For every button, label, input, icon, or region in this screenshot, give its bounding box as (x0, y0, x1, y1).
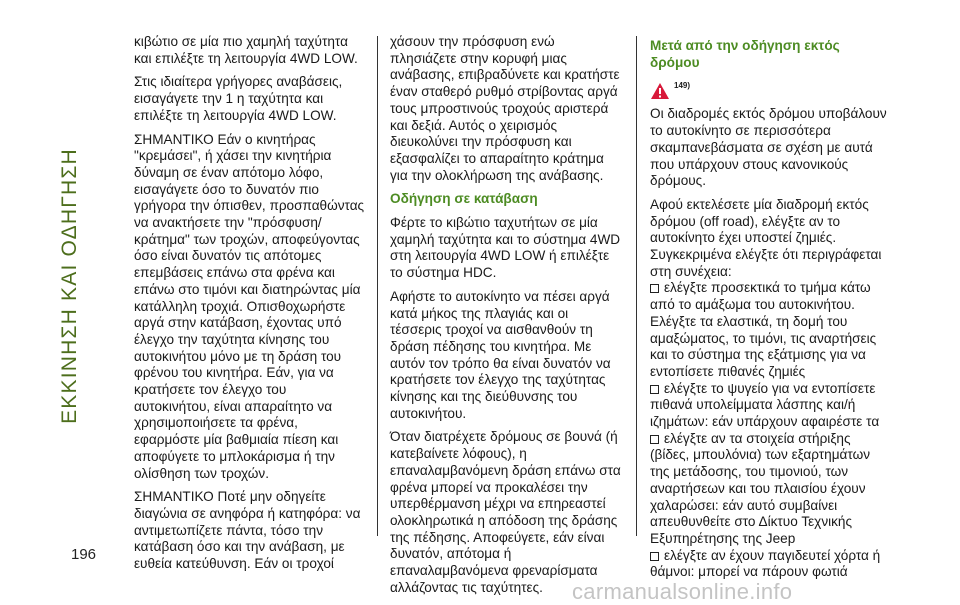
warning-ref-number: 149) (674, 80, 691, 90)
paragraph: χάσουν την πρόσφυση ενώ πλησιάζετε στην κορυφή μιας ανάβασης, επιβραδύνετε και κρατήστε έναν σταθερό ρυθμό στρίβοντας αργά τους μπροστινούς τροχούς αριστερά και δεξιά. Αυτός ο χειρισμός διευκολύνει την πρόσφυση και εξασφαλίζει το απαραίτητο κράτημα για την ολοκλήρωση της ανάβασης. (390, 34, 620, 183)
checklist-item (650, 548, 890, 581)
warning-reference (650, 78, 890, 100)
warning-triangle-icon (650, 82, 670, 100)
paragraph: Αφού εκτελέσετε μία διαδρομή εκτός δρόμου (off road), ελέγξτε αν το αυτοκίνητο έχει υποστεί ζημιές. Συγκεκριμένα ελέγξτε ότι περιγράφεται στη συνέχεια: (650, 196, 882, 279)
checklist (650, 280, 890, 581)
paragraph: κιβώτιο σε μία πιο χαμηλή ταχύτητα και επιλέξτε τη λειτουργία 4WD LOW. (134, 34, 358, 66)
text-column-1 (134, 34, 366, 580)
column-divider (636, 36, 637, 536)
text-column-3 (650, 34, 890, 581)
checkbox-icon (650, 385, 659, 394)
page-number: 196 (71, 546, 97, 563)
checklist-item (650, 431, 890, 548)
column-divider (377, 36, 378, 536)
checklist-item (650, 381, 890, 431)
checkbox-icon (650, 435, 659, 444)
checklist-item-text: ελέγξτε το ψυγείο για να εντοπίσετε πιθανά υπολείμματα λάσπης και/ή ιζημάτων: εάν υπάρχουν αφαιρέστε τα (650, 380, 880, 430)
paragraph: ΣΗΜΑΝΤΙΚΟ Ποτέ μην οδηγείτε διαγώνια σε ανηφόρα ή κατηφόρα: να αντιμετωπίζετε πάντα, τόσο την κατάβαση όσο και την ανάβαση, με ευθεία κατεύθυνση. Εάν οι τροχοί (134, 489, 361, 572)
checkbox-icon (650, 284, 659, 293)
section-title-text: ΕΚΚΙΝΗΣΗ ΚΑΙ ΟΔΗΓΗΣΗ (58, 148, 81, 424)
paragraph: ΣΗΜΑΝΤΙΚΟ Εάν ο κινητήρας "κρεμάσει", ή χάσει την κινητήρια δύναμη σε έναν απότομο λόφο, εισαγάγετε όσο το δυνατόν πιο γρήγορα την όπισθεν, προσπαθώντας να ανακτήσετε την "πρόσφυση/κράτημα" των τροχών, αποφεύγοντας όσο είναι δυνατόν τις απότομες επεμβάσεις επάνω στα φρένα και επάνω στο τιμόνι και διατηρώντας μία κατάλληλη τροχιά. Οπισθοχωρήστε αργά στην κατάβαση, έχοντας υπό έλεγχο την ταχύτητα κίνησης του αυτοκινήτου μόνο με τη δράση του φρένου του κινητήρα. Εάν, για να κρατήσετε τον έλεγχο του αυτοκινήτου, είναι απαραίτητο να χρησιμοποιήσετε τα φρένα, εφαρμόστε μία βαθμιαία πίεση και αποφύγετε το μπλοκάρισμα ή την ολίσθηση των τροχών. (134, 131, 365, 481)
paragraph: Φέρτε το κιβώτιο ταχυτήτων σε μία χαμηλή ταχύτητα και το σύστημα 4WD στη λειτουργία 4WD LOW ή επιλέξτε το σύστημα HDC. (390, 215, 621, 281)
side-section-title (50, 36, 90, 536)
paragraph: Όταν διατρέχετε δρόμους σε βουνά (ή κατεβαίνετε λόφους), η επαναλαμβανόμενη δράση επάνω στα φρένα μπορεί να προκαλέσει την υπερθέρμανση μέχρι να επηρεαστεί ολοκληρωτικά η απόδοση της δράσης της πέδησης. Αποφεύγετε, εάν είναι δυνατόν, απότομα ή επαναλαμβανόμενα φρεναρίσματα αλλάζοντας τις ταχύτητες. (390, 429, 621, 595)
section-heading-downhill: Οδήγηση σε κατάβαση (390, 191, 538, 207)
paragraph: Στις ιδιαίτερα γρήγορες αναβάσεις, εισαγάγετε την 1 η ταχύτητα και επιλέξτε τη λειτουργία 4WD LOW. (134, 74, 343, 123)
watermark: carmanualsonline.info (572, 579, 793, 604)
section-heading-after-offroad: Μετά από την οδήγηση εκτός δρόμου (650, 38, 840, 70)
checklist-item (650, 280, 890, 380)
paragraph: Αφήστε το αυτοκίνητο να πέσει αργά κατά μήκος της πλαγιάς και οι τέσσερις τροχοί να αισθανθούν τη δράση πέδησης του κινητήρα. Με αυτόν τον τρόπο θα είναι δυνατόν να κρατήσετε τον έλεγχο της ταχύτητας κίνησης και της διεύθυνσης του αυτοκινήτου. (390, 288, 611, 421)
text-column-2 (390, 34, 622, 604)
checklist-item-text: ελέγξτε προσεκτικά το τμήμα κάτω από το αμάξωμα του αυτοκινήτου. Ελέγξτε τα ελαστικά, τη δομή του αμαξώματος, το τιμόνι, τις αναρτήσεις και το σύστημα της εξάτμισης για να εντοπίσετε πιθανές ζημιές (650, 280, 877, 379)
checklist-item-text: ελέγξτε αν έχουν παγιδευτεί χόρτα ή θάμνοι: μπορεί να πάρουν φωτιά (650, 547, 881, 580)
paragraph: Οι διαδρομές εκτός δρόμου υποβάλουν το αυτοκίνητο σε περισσότερα σκαμπανεβάσματα σε σχέση με αυτά που υπάρχουν στους κανονικούς δρόμους. (650, 106, 887, 189)
checklist-item-text: ελέγξτε αν τα στοιχεία στήριξης (βίδες, μπουλόνια) των εξαρτημάτων της μετάδοσης, του τιμονιού, των αναρτήσεων και του πλαισίου έχουν χαλαρώσει: εάν αυτό συμβαίνει απευθυνθείτε στο Δίκτυο Τεχνικής Εξυπηρέτησης της Jeep (650, 430, 870, 546)
checkbox-icon (650, 552, 659, 561)
